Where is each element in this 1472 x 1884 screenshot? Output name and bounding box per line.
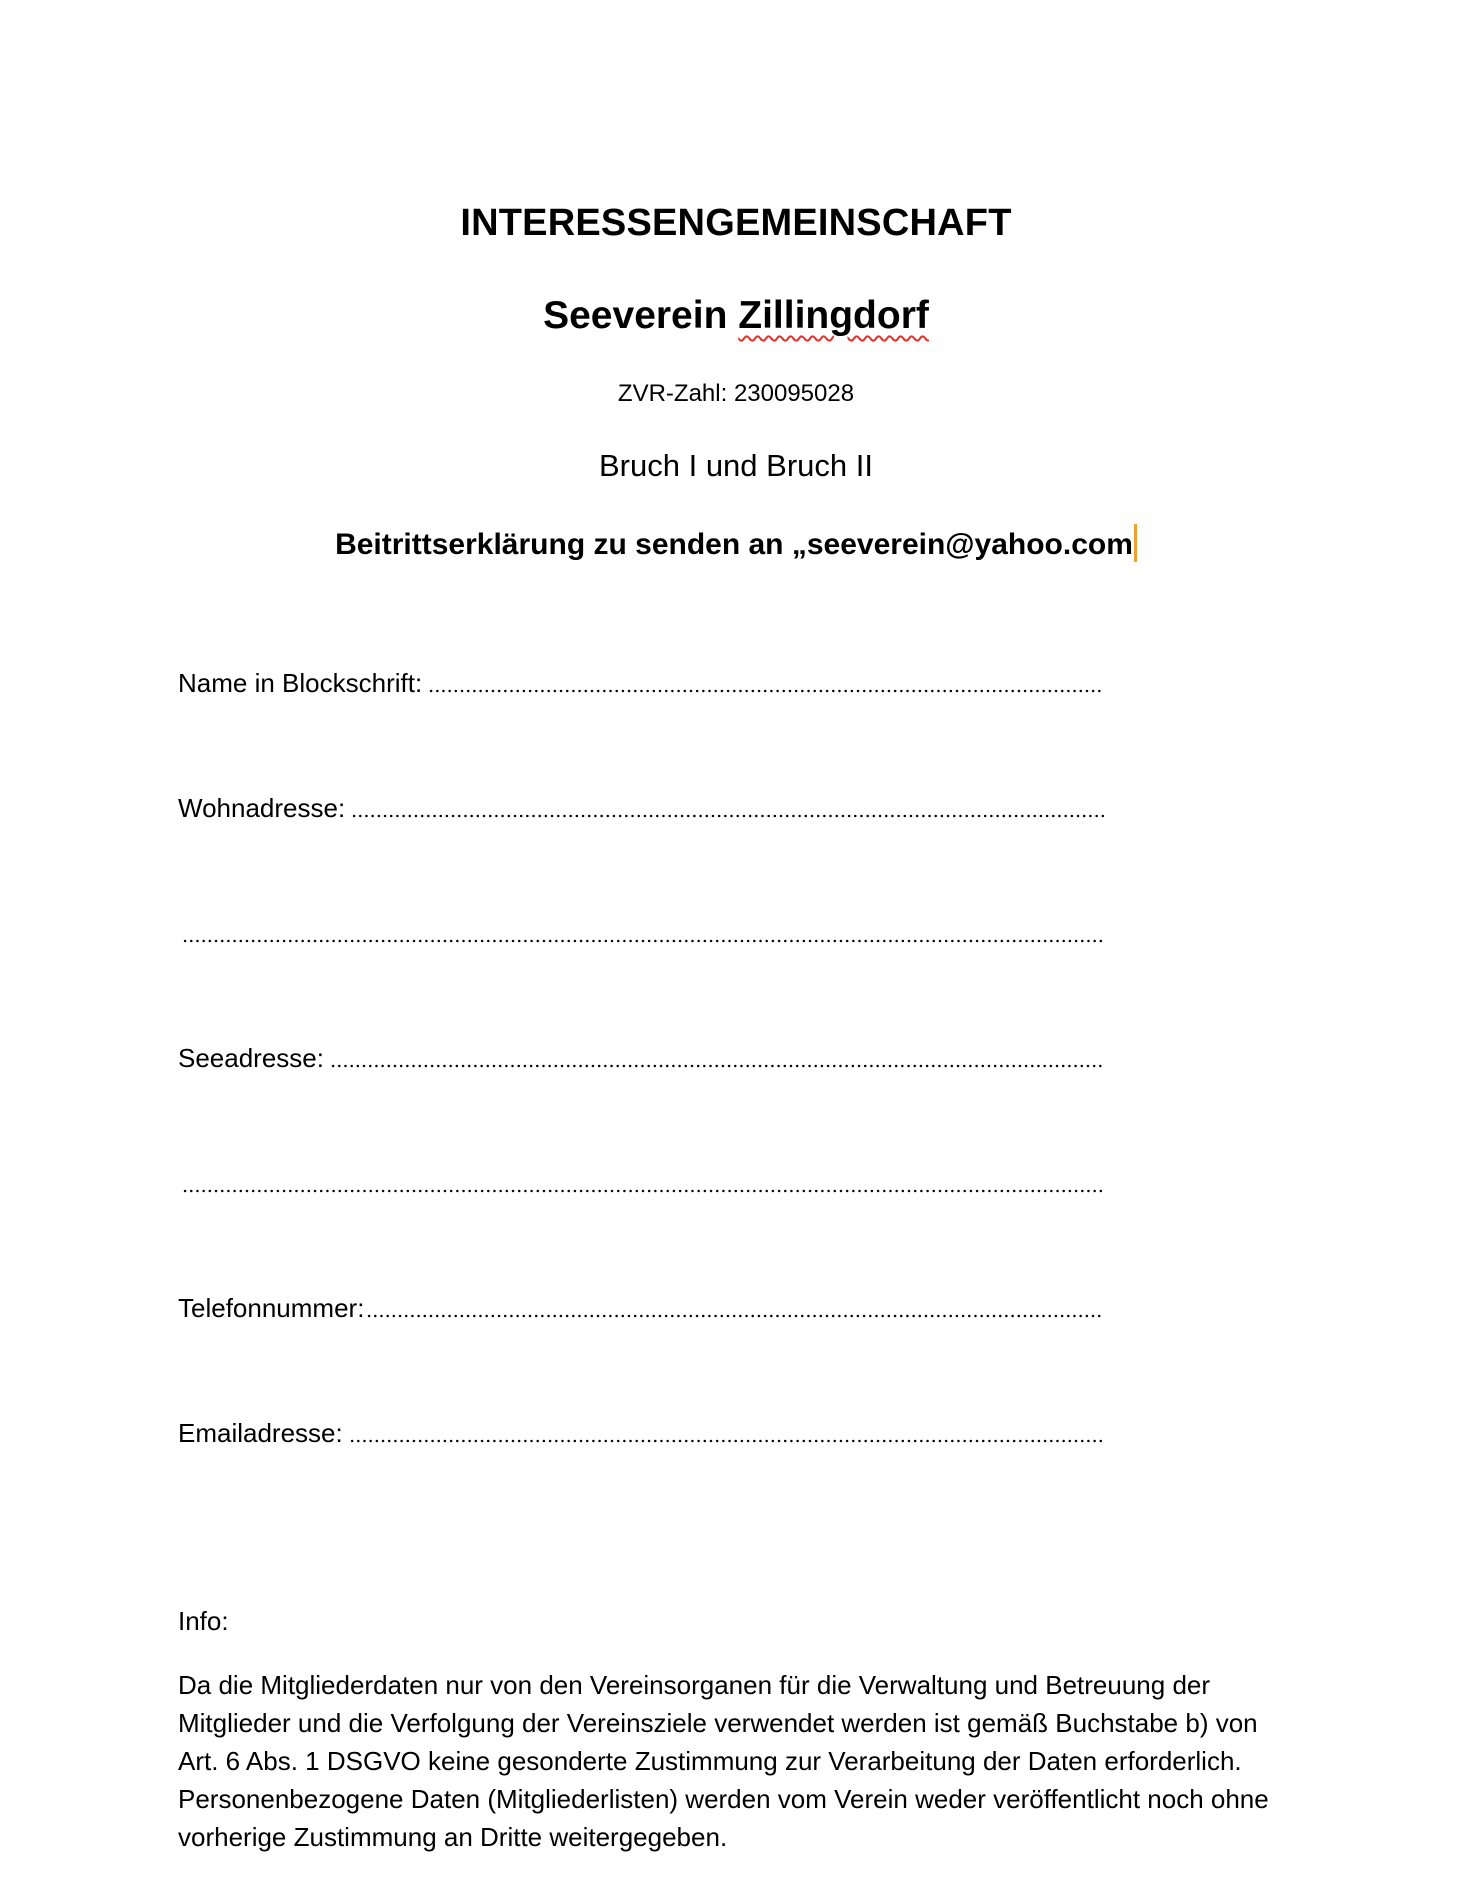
email-dotted-line[interactable] xyxy=(349,1439,1104,1443)
telefon-field[interactable] xyxy=(178,1289,1104,1323)
association-name-part1: Seeverein xyxy=(543,294,739,337)
seeadresse-label: Seeadresse: xyxy=(178,1043,324,1073)
name-label: Name in Blockschrift: xyxy=(178,668,423,698)
association-name-place: Zillingdorf xyxy=(738,294,929,337)
text-cursor xyxy=(1134,524,1137,562)
name-dotted-line[interactable] xyxy=(428,689,1104,693)
seeadresse-dotted-line[interactable] xyxy=(330,1064,1104,1068)
document-title: INTERESSENGEMEINSCHAFT xyxy=(460,202,1012,244)
wohnadresse-continuation-dotted-line[interactable] xyxy=(182,939,1104,943)
send-to-text: Beitrittserklärung zu senden an „seeverein@yahoo.com xyxy=(335,528,1133,561)
seeadresse-field[interactable] xyxy=(178,1039,1104,1073)
wohnadresse-continuation-field[interactable] xyxy=(182,914,1104,948)
seeadresse-continuation-field[interactable] xyxy=(182,1164,1104,1198)
name-field[interactable] xyxy=(178,664,1104,698)
seeadresse-continuation-dotted-line[interactable] xyxy=(182,1189,1104,1193)
bruch-line: Bruch I und Bruch II xyxy=(599,448,873,483)
info-label: Info: xyxy=(178,1606,229,1636)
association-name xyxy=(0,294,1472,338)
zvr-number: ZVR-Zahl: 230095028 xyxy=(617,380,855,407)
wohnadresse-label: Wohnadresse: xyxy=(178,793,346,823)
send-to-line[interactable] xyxy=(0,524,1472,562)
wohnadresse-dotted-line[interactable] xyxy=(351,814,1104,818)
email-field[interactable] xyxy=(178,1414,1104,1448)
telefon-dotted-line[interactable] xyxy=(366,1314,1104,1318)
email-label: Emailadresse: xyxy=(178,1418,343,1448)
telefon-label: Telefonnummer: xyxy=(178,1293,365,1323)
info-paragraph: Da die Mitgliederdaten nur von den Vereinsorganen für die Verwaltung und Betreuung der Mitglieder und die Verfolgung der Vereinsziele verwendet werden ist gemäß Buchstabe b) von Art. 6 Abs. 1 DSGVO keine gesonderte Zustimmung zur Verarbeitung der Daten erforderlich. Personenbezogene Daten (Mitgliederlisten) werden vom Verein weder veröffentlicht noch ohne vorherige Zustimmung an Dritte weitergegeben. xyxy=(178,1670,1269,1852)
wohnadresse-field[interactable] xyxy=(178,789,1104,823)
